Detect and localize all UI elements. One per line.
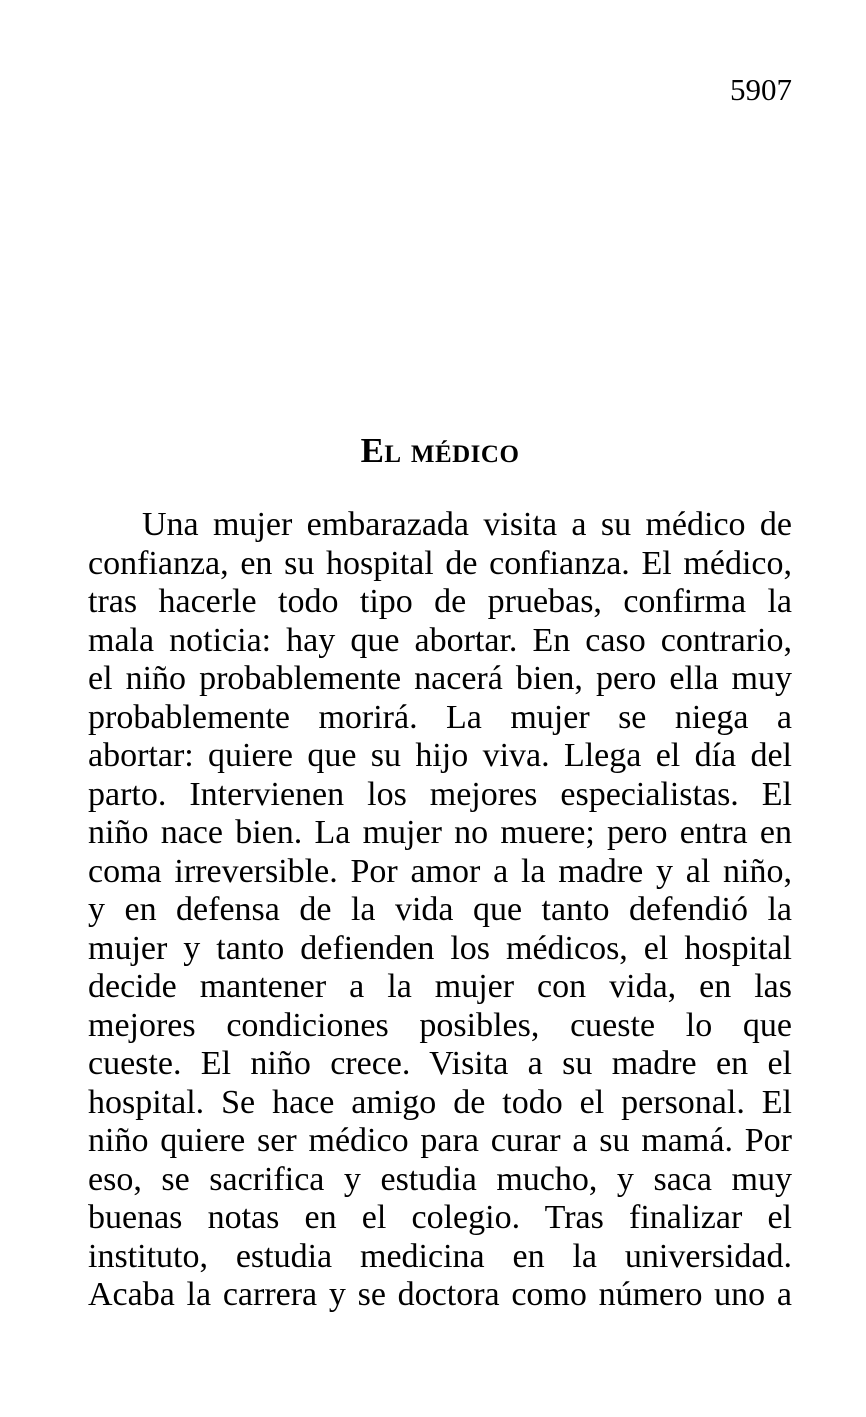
text-line: buenas notas en el colegio. Tras finalizar el: [88, 1199, 792, 1236]
story-paragraph: [88, 506, 792, 1315]
text-line: hospital. Se hace amigo de todo el personal. El: [88, 1083, 792, 1121]
page-number: 5907: [730, 72, 792, 107]
text-line: el niño probablemente nacerá bien, pero ella muy: [88, 660, 792, 697]
text-line: mejores condiciones posibles, cueste lo que: [88, 1006, 792, 1044]
text-line: Acaba la carrera y se doctora como número uno a: [88, 1276, 792, 1313]
text-line: parto. Intervienen los mejores especialistas. El: [88, 775, 792, 813]
text-line: niño quiere ser médico para curar a su mamá. Por: [88, 1122, 792, 1159]
text-line: Una mujer embarazada visita a su médico de: [142, 506, 792, 543]
text-line: decide mantener a la mujer con vida, en las: [88, 968, 792, 1005]
story-title: El médico: [360, 431, 520, 470]
text-line: mujer y tanto defienden los médicos, el hospital: [88, 929, 792, 967]
text-line: probablemente morirá. La mujer se niega a: [88, 698, 792, 736]
text-line: mala noticia: hay que abortar. En caso contrario,: [88, 621, 792, 659]
text-line: niño nace bien. La mujer no muere; pero entra en: [88, 814, 792, 851]
text-line: abortar: quiere que su hijo viva. Llega el día del: [88, 737, 792, 774]
text-line: tras hacerle todo tipo de pruebas, confirma la: [88, 583, 792, 620]
text-line: y en defensa de la vida que tanto defendió la: [88, 891, 792, 928]
text-line: cueste. El niño crece. Visita a su madre en el: [88, 1045, 792, 1082]
text-line: instituto, estudia medicina en la universidad.: [88, 1237, 792, 1275]
text-line: confianza, en su hospital de confianza. El médico,: [88, 544, 792, 582]
text-line: coma irreversible. Por amor a la madre y al niño,: [88, 852, 792, 890]
text-line: eso, se sacrifica y estudia mucho, y saca muy: [88, 1160, 792, 1198]
